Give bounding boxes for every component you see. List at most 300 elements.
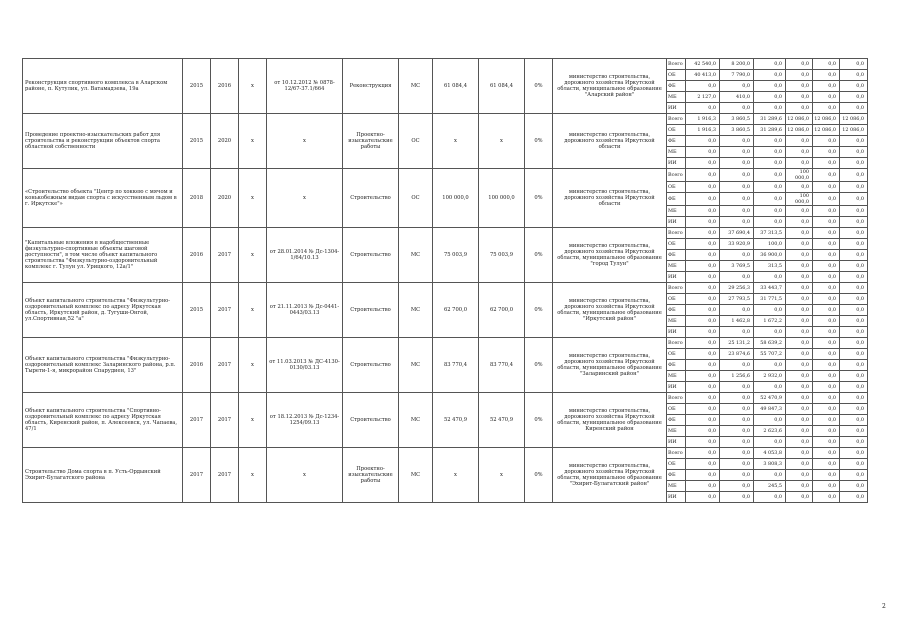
amount-cell: 0,0 — [813, 81, 840, 92]
estimated-cost: x — [433, 114, 479, 169]
funding-source: ОБ — [667, 239, 686, 250]
funding-source: Всего — [667, 448, 686, 459]
amount-cell: 0,0 — [786, 404, 813, 415]
amount-cell: 4 053,8 — [754, 448, 786, 459]
amount-cell: 0,0 — [813, 327, 840, 338]
amount-cell: 0,0 — [754, 81, 786, 92]
amount-cell: 0,0 — [720, 382, 754, 393]
document-reference: x — [267, 169, 343, 228]
table-row — [23, 448, 868, 459]
amount-cell: 0,0 — [720, 305, 754, 316]
amount-cell: 0,0 — [840, 261, 868, 272]
funding-source: ФБ — [667, 250, 686, 261]
amount-cell: 0,0 — [786, 492, 813, 503]
amount-cell: 0,0 — [840, 193, 868, 206]
end-year: 2017 — [211, 338, 239, 393]
work-type: Строительство — [343, 338, 399, 393]
amount-cell: 0,0 — [813, 448, 840, 459]
amount-cell: 31 289,6 — [754, 114, 786, 125]
amount-cell: 410,0 — [720, 92, 754, 103]
amount-cell: 0,0 — [686, 250, 720, 261]
amount-cell: 0,0 — [786, 261, 813, 272]
amount-cell: 0,0 — [840, 382, 868, 393]
table-row — [23, 393, 868, 404]
amount-cell: 0,0 — [840, 294, 868, 305]
x-mark: x — [239, 393, 267, 448]
amount-cell: 0,0 — [686, 81, 720, 92]
amount-cell: 0,0 — [786, 206, 813, 217]
funding-source: ФБ — [667, 136, 686, 147]
amount-cell: 0,0 — [813, 136, 840, 147]
x-mark: x — [239, 283, 267, 338]
amount-cell: 0,0 — [840, 437, 868, 448]
funding-source: ИИ — [667, 492, 686, 503]
amount-cell: 0,0 — [813, 59, 840, 70]
responsible-party: министерство строительства, дорожного хозяйства Иркутской области, муниципальное образование "Иркутский район" — [553, 283, 667, 338]
amount-cell: 0,0 — [786, 272, 813, 283]
start-year: 2017 — [183, 393, 211, 448]
funding-source: ИИ — [667, 158, 686, 169]
amount-cell: 0,0 — [840, 404, 868, 415]
amount-cell: 0,0 — [813, 470, 840, 481]
document-reference: от 28.01.2014 № Дс-1304-1/64/10.13 — [267, 228, 343, 283]
amount-cell: 42 540,0 — [686, 59, 720, 70]
amount-cell: 0,0 — [686, 147, 720, 158]
readiness-percent: 0% — [525, 338, 553, 393]
amount-cell: 0,0 — [840, 228, 868, 239]
amount-cell: 0,0 — [686, 415, 720, 426]
amount-cell: 0,0 — [840, 327, 868, 338]
amount-cell: 3 769,5 — [720, 261, 754, 272]
work-type: Строительство — [343, 283, 399, 338]
amount-cell: 2 127,0 — [686, 92, 720, 103]
amount-cell: 0,0 — [754, 136, 786, 147]
amount-cell: 0,0 — [813, 239, 840, 250]
funding-source: ОБ — [667, 125, 686, 136]
amount-cell: 0,0 — [840, 448, 868, 459]
estimated-cost: 52 470,9 — [433, 393, 479, 448]
remaining-cost: 62 700,0 — [479, 283, 525, 338]
project-name: Строительство Дома спорта в п. Усть-Ордынский Эхирит-Булагатского района — [23, 448, 183, 503]
table-row — [23, 114, 868, 125]
amount-cell: 0,0 — [813, 217, 840, 228]
amount-cell: 0,0 — [786, 316, 813, 327]
readiness-percent: 0% — [525, 114, 553, 169]
amount-cell: 0,0 — [686, 228, 720, 239]
amount-cell: 0,0 — [754, 103, 786, 114]
amount-cell: 0,0 — [720, 426, 754, 437]
amount-cell: 0,0 — [686, 136, 720, 147]
amount-cell: 0,0 — [754, 360, 786, 371]
amount-cell: 0,0 — [840, 70, 868, 81]
amount-cell: 27 793,5 — [720, 294, 754, 305]
amount-cell: 0,0 — [786, 250, 813, 261]
amount-cell: 0,0 — [786, 338, 813, 349]
amount-cell: 33 920,9 — [720, 239, 754, 250]
ownership-level: ОС — [399, 169, 433, 228]
project-name: Объект капитального строительства "Физкультурно-оздоровительный комплекс Заларинского района, р.п. Тырети-1-я, микрорайон Спарудиен, 13" — [23, 338, 183, 393]
amount-cell: 0,0 — [786, 393, 813, 404]
amount-cell: 100,0 — [754, 239, 786, 250]
amount-cell: 0,0 — [813, 193, 840, 206]
start-year: 2015 — [183, 114, 211, 169]
funding-source: МБ — [667, 426, 686, 437]
responsible-party: министерство строительства, дорожного хозяйства Иркутской области, муниципальное образование "Аларский район" — [553, 59, 667, 114]
amount-cell: 0,0 — [786, 459, 813, 470]
funding-source: ФБ — [667, 415, 686, 426]
amount-cell: 0,0 — [686, 327, 720, 338]
amount-cell: 0,0 — [840, 272, 868, 283]
amount-cell: 0,0 — [786, 136, 813, 147]
amount-cell: 0,0 — [686, 426, 720, 437]
amount-cell: 0,0 — [720, 327, 754, 338]
amount-cell: 0,0 — [720, 437, 754, 448]
project-name: «Строительство объекта "Центр по хоккею с мячом и конькобежным видам спорта с искусственным льдом в г. Иркутске"» — [23, 169, 183, 228]
work-type: Проектно-изыскательские работы — [343, 448, 399, 503]
amount-cell: 0,0 — [813, 305, 840, 316]
amount-cell: 0,0 — [720, 169, 754, 182]
amount-cell: 0,0 — [686, 272, 720, 283]
amount-cell: 12 086,0 — [840, 125, 868, 136]
amount-cell: 0,0 — [754, 92, 786, 103]
amount-cell: 0,0 — [686, 217, 720, 228]
project-name: Объект капитального строительства "Физкультурно-оздоровительный комплекс по адресу Иркутская область, Иркутский район, д. Тугуши-Онгой, ул.Спортивная,52 "а" — [23, 283, 183, 338]
amount-cell: 0,0 — [840, 250, 868, 261]
funding-source: МБ — [667, 147, 686, 158]
amount-cell: 3 860,5 — [720, 125, 754, 136]
amount-cell: 0,0 — [813, 206, 840, 217]
funding-source: ФБ — [667, 305, 686, 316]
remaining-cost: 52 470,9 — [479, 393, 525, 448]
amount-cell: 0,0 — [813, 371, 840, 382]
amount-cell: 0,0 — [813, 393, 840, 404]
readiness-percent: 0% — [525, 59, 553, 114]
document-reference: x — [267, 448, 343, 503]
responsible-party: министерство строительства, дорожного хозяйства Иркутской области, муниципальное образование "Эхирит-Булагатский район" — [553, 448, 667, 503]
amount-cell: 52 470,9 — [754, 393, 786, 404]
funding-source: ОБ — [667, 182, 686, 193]
amount-cell: 0,0 — [754, 193, 786, 206]
project-name: Реконструкция спортивного комплекса в Аларском районе, п. Кутулик, ул. Ватамадзева, 19а — [23, 59, 183, 114]
ownership-level: МС — [399, 393, 433, 448]
amount-cell: 0,0 — [754, 147, 786, 158]
funding-source: Всего — [667, 169, 686, 182]
amount-cell: 0,0 — [720, 492, 754, 503]
amount-cell: 0,0 — [840, 415, 868, 426]
responsible-party: министерство строительства, дорожного хозяйства Иркутской области, муниципальное образование "город Тулун" — [553, 228, 667, 283]
amount-cell: 0,0 — [786, 327, 813, 338]
funding-source: ИИ — [667, 437, 686, 448]
amount-cell: 0,0 — [720, 393, 754, 404]
amount-cell: 0,0 — [840, 169, 868, 182]
amount-cell: 0,0 — [686, 182, 720, 193]
amount-cell: 12 086,0 — [786, 114, 813, 125]
amount-cell: 23 874,6 — [720, 349, 754, 360]
amount-cell: 0,0 — [686, 492, 720, 503]
amount-cell: 0,0 — [840, 426, 868, 437]
amount-cell: 0,0 — [813, 70, 840, 81]
amount-cell: 0,0 — [813, 437, 840, 448]
end-year: 2020 — [211, 169, 239, 228]
amount-cell: 0,0 — [813, 261, 840, 272]
work-type: Строительство — [343, 169, 399, 228]
work-type: Строительство — [343, 228, 399, 283]
amount-cell: 0,0 — [686, 481, 720, 492]
amount-cell: 0,0 — [813, 360, 840, 371]
amount-cell: 0,0 — [840, 136, 868, 147]
amount-cell: 0,0 — [686, 283, 720, 294]
amount-cell: 0,0 — [840, 283, 868, 294]
amount-cell: 0,0 — [720, 193, 754, 206]
amount-cell: 0,0 — [786, 481, 813, 492]
amount-cell: 0,0 — [754, 437, 786, 448]
amount-cell: 0,0 — [754, 382, 786, 393]
start-year: 2018 — [183, 169, 211, 228]
amount-cell: 0,0 — [686, 103, 720, 114]
amount-cell: 0,0 — [840, 217, 868, 228]
x-mark: x — [239, 228, 267, 283]
funding-source: ИИ — [667, 382, 686, 393]
amount-cell: 0,0 — [813, 103, 840, 114]
start-year: 2016 — [183, 338, 211, 393]
amount-cell: 31 289,6 — [754, 125, 786, 136]
ownership-level: МС — [399, 448, 433, 503]
amount-cell: 0,0 — [786, 228, 813, 239]
x-mark: x — [239, 59, 267, 114]
amount-cell: 0,0 — [686, 470, 720, 481]
estimated-cost: 75 003,9 — [433, 228, 479, 283]
responsible-party: министерство строительства, дорожного хозяйства Иркутской области — [553, 169, 667, 228]
amount-cell: 0,0 — [813, 147, 840, 158]
readiness-percent: 0% — [525, 283, 553, 338]
amount-cell: 0,0 — [686, 371, 720, 382]
x-mark: x — [239, 448, 267, 503]
amount-cell: 7 790,0 — [720, 70, 754, 81]
amount-cell: 1 672,2 — [754, 316, 786, 327]
amount-cell: 0,0 — [720, 272, 754, 283]
funding-source: МБ — [667, 316, 686, 327]
remaining-cost: x — [479, 448, 525, 503]
amount-cell: 0,0 — [754, 206, 786, 217]
amount-cell: 0,0 — [813, 316, 840, 327]
funding-source: ОБ — [667, 294, 686, 305]
amount-cell: 0,0 — [786, 147, 813, 158]
amount-cell: 40 413,0 — [686, 70, 720, 81]
funding-source: МБ — [667, 92, 686, 103]
amount-cell: 36 900,0 — [754, 250, 786, 261]
end-year: 2016 — [211, 59, 239, 114]
document-reference: x — [267, 114, 343, 169]
amount-cell: 0,0 — [813, 228, 840, 239]
document-reference: от 10.12.2012 № 0878-12/67-37.1/664 — [267, 59, 343, 114]
amount-cell: 0,0 — [720, 217, 754, 228]
amount-cell: 0,0 — [786, 382, 813, 393]
amount-cell: 245,5 — [754, 481, 786, 492]
amount-cell: 0,0 — [840, 103, 868, 114]
amount-cell: 0,0 — [786, 92, 813, 103]
amount-cell: 1 256,6 — [720, 371, 754, 382]
document-reference: от 11.03.2013 № ДС-4130-0130/03.13 — [267, 338, 343, 393]
remaining-cost: 83 770,4 — [479, 338, 525, 393]
x-mark: x — [239, 114, 267, 169]
document-reference: от 18.12.2013 № Дс-1234-1254/09.13 — [267, 393, 343, 448]
funding-source: ИИ — [667, 327, 686, 338]
amount-cell: 0,0 — [720, 147, 754, 158]
amount-cell: 0,0 — [840, 492, 868, 503]
table-row — [23, 283, 868, 294]
amount-cell: 0,0 — [686, 349, 720, 360]
amount-cell: 0,0 — [813, 426, 840, 437]
amount-cell: 0,0 — [720, 182, 754, 193]
x-mark: x — [239, 338, 267, 393]
amount-cell: 0,0 — [720, 250, 754, 261]
amount-cell: 0,0 — [754, 470, 786, 481]
amount-cell: 0,0 — [686, 338, 720, 349]
amount-cell: 0,0 — [813, 294, 840, 305]
amount-cell: 37 690,4 — [720, 228, 754, 239]
funding-source: МБ — [667, 206, 686, 217]
amount-cell: 0,0 — [754, 182, 786, 193]
amount-cell: 0,0 — [686, 305, 720, 316]
readiness-percent: 0% — [525, 169, 553, 228]
funding-source: ФБ — [667, 470, 686, 481]
amount-cell: 25 131,2 — [720, 338, 754, 349]
amount-cell: 8 200,0 — [720, 59, 754, 70]
amount-cell: 0,0 — [686, 382, 720, 393]
ownership-level: МС — [399, 283, 433, 338]
funding-source: ИИ — [667, 272, 686, 283]
amount-cell: 0,0 — [754, 158, 786, 169]
amount-cell: 0,0 — [686, 404, 720, 415]
end-year: 2017 — [211, 393, 239, 448]
estimated-cost: 100 000,0 — [433, 169, 479, 228]
funding-source: Всего — [667, 59, 686, 70]
estimated-cost: 61 084,4 — [433, 59, 479, 114]
amount-cell: 0,0 — [840, 206, 868, 217]
amount-cell: 0,0 — [720, 448, 754, 459]
amount-cell: 0,0 — [840, 316, 868, 327]
funding-source: ОБ — [667, 349, 686, 360]
amount-cell: 0,0 — [786, 59, 813, 70]
amount-cell: 0,0 — [813, 250, 840, 261]
amount-cell: 0,0 — [754, 169, 786, 182]
readiness-percent: 0% — [525, 228, 553, 283]
start-year: 2017 — [183, 448, 211, 503]
funding-source: ИИ — [667, 103, 686, 114]
amount-cell: 0,0 — [754, 272, 786, 283]
amount-cell: 0,0 — [686, 459, 720, 470]
amount-cell: 0,0 — [840, 481, 868, 492]
estimated-cost: 83 770,4 — [433, 338, 479, 393]
ownership-level: МС — [399, 228, 433, 283]
amount-cell: 0,0 — [840, 59, 868, 70]
amount-cell: 12 086,0 — [813, 125, 840, 136]
amount-cell: 0,0 — [840, 459, 868, 470]
amount-cell: 2 932,0 — [754, 371, 786, 382]
amount-cell: 0,0 — [786, 283, 813, 294]
amount-cell: 0,0 — [786, 360, 813, 371]
amount-cell: 0,0 — [754, 492, 786, 503]
amount-cell: 0,0 — [840, 338, 868, 349]
x-mark: x — [239, 169, 267, 228]
amount-cell: 0,0 — [720, 136, 754, 147]
table-row — [23, 59, 868, 70]
document-reference: от 21.11.2013 № Дс-0441-0443/03.13 — [267, 283, 343, 338]
funding-source: ИИ — [667, 217, 686, 228]
funding-source: ФБ — [667, 193, 686, 206]
amount-cell: 1 462,8 — [720, 316, 754, 327]
amount-cell: 0,0 — [720, 103, 754, 114]
amount-cell: 0,0 — [813, 283, 840, 294]
amount-cell: 0,0 — [813, 92, 840, 103]
amount-cell: 0,0 — [720, 470, 754, 481]
amount-cell: 0,0 — [840, 81, 868, 92]
amount-cell: 0,0 — [720, 481, 754, 492]
remaining-cost: 100 000,0 — [479, 169, 525, 228]
amount-cell: 0,0 — [786, 294, 813, 305]
funding-source: ОБ — [667, 70, 686, 81]
table-row — [23, 169, 868, 182]
amount-cell: 0,0 — [786, 70, 813, 81]
readiness-percent: 0% — [525, 448, 553, 503]
amount-cell: 0,0 — [786, 349, 813, 360]
amount-cell: 0,0 — [686, 393, 720, 404]
remaining-cost: x — [479, 114, 525, 169]
funding-source: ОБ — [667, 404, 686, 415]
amount-cell: 37 313,5 — [754, 228, 786, 239]
amount-cell: 313,5 — [754, 261, 786, 272]
end-year: 2017 — [211, 283, 239, 338]
amount-cell: 0,0 — [786, 158, 813, 169]
amount-cell: 0,0 — [720, 404, 754, 415]
table-row — [23, 338, 868, 349]
amount-cell: 0,0 — [786, 217, 813, 228]
amount-cell: 0,0 — [686, 193, 720, 206]
amount-cell: 58 639,2 — [754, 338, 786, 349]
funding-source: Всего — [667, 393, 686, 404]
amount-cell: 0,0 — [686, 239, 720, 250]
amount-cell: 0,0 — [786, 305, 813, 316]
page-number: 2 — [882, 603, 886, 610]
amount-cell: 0,0 — [686, 360, 720, 371]
start-year: 2016 — [183, 228, 211, 283]
amount-cell: 12 086,0 — [786, 125, 813, 136]
estimated-cost: 62 700,0 — [433, 283, 479, 338]
funding-source: ФБ — [667, 81, 686, 92]
amount-cell: 0,0 — [686, 294, 720, 305]
amount-cell: 0,0 — [840, 92, 868, 103]
amount-cell: 1 916,3 — [686, 125, 720, 136]
amount-cell: 0,0 — [840, 371, 868, 382]
project-name: Объект капитального строительства "Спортивно-оздоровительный комплекс по адресу Иркутская область, Киренский район, п. Алексеевск, ул. Чапаева, 47/1 — [23, 393, 183, 448]
start-year: 2015 — [183, 283, 211, 338]
ownership-level: МС — [399, 59, 433, 114]
amount-cell: 0,0 — [720, 415, 754, 426]
amount-cell: 0,0 — [720, 360, 754, 371]
readiness-percent: 0% — [525, 393, 553, 448]
amount-cell: 49 847,3 — [754, 404, 786, 415]
amount-cell: 0,0 — [840, 360, 868, 371]
amount-cell: 0,0 — [754, 70, 786, 81]
amount-cell: 0,0 — [686, 448, 720, 459]
responsible-party: министерство строительства, дорожного хозяйства Иркутской области, муниципальное образование "Заларинский район" — [553, 338, 667, 393]
amount-cell: 0,0 — [720, 459, 754, 470]
funding-source: Всего — [667, 283, 686, 294]
amount-cell: 0,0 — [754, 217, 786, 228]
remaining-cost: 75 003,9 — [479, 228, 525, 283]
amount-cell: 0,0 — [786, 81, 813, 92]
amount-cell: 0,0 — [840, 147, 868, 158]
